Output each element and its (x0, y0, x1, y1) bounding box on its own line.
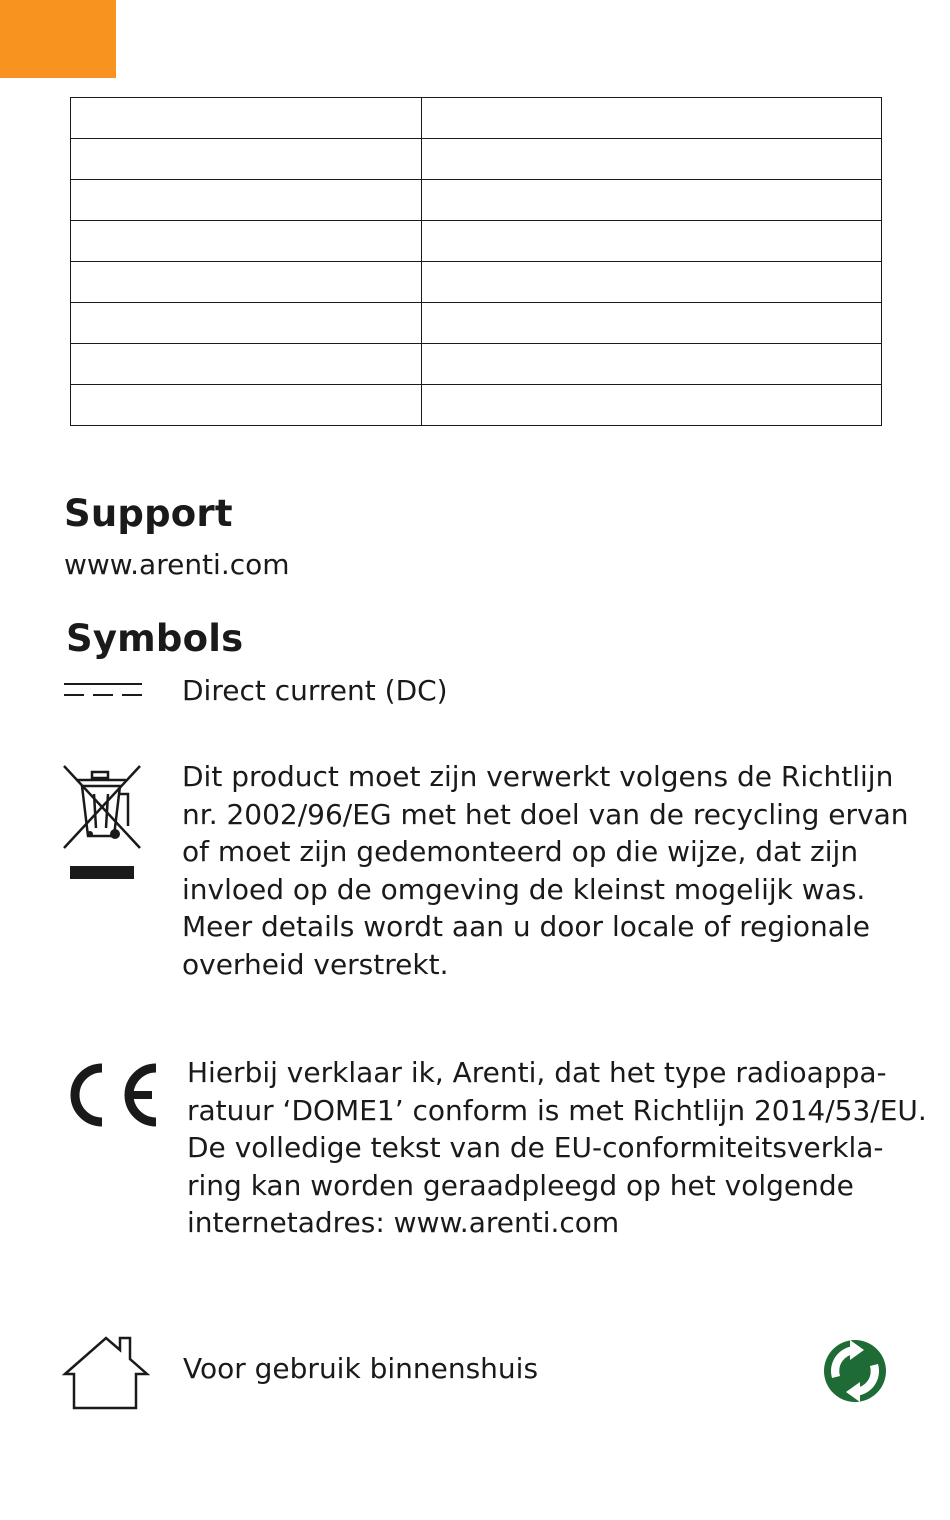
table-cell-label (71, 262, 422, 303)
crossed-bin-icon (62, 764, 144, 882)
ce-declaration: Hierbij verklaar ik, Arenti, dat het type radioappa-ratuur ‘DOME1’ conform is met Richtlijn 2014/53/EU. (187, 1056, 927, 1127)
table-cell-label (71, 344, 422, 385)
table-cell-label (71, 303, 422, 344)
support-heading: Support (64, 492, 233, 535)
table-cell-value (422, 262, 882, 303)
green-dot-icon (820, 1336, 890, 1406)
table-cell-value (422, 303, 882, 344)
table-cell-label (71, 98, 422, 139)
table-cell-label (71, 221, 422, 262)
house-icon (62, 1334, 150, 1412)
support-url: www.arenti.com (64, 548, 290, 581)
dc-description: Direct current (DC) (182, 674, 448, 707)
table-cell-value (422, 344, 882, 385)
weee-paragraph: Dit product moet zijn verwerkt volgens de Richtlijn nr. 2002/96/EG met het doel van de recycling ervan of moet zijn gedemonteerd op die wijze, dat zijn invloed op de omgeving de kleinst mogelijk was. Meer details wordt aan u door locale of regionale overheid verstrekt. (182, 760, 909, 981)
symbols-heading: Symbols (66, 617, 244, 660)
ce-description (187, 1054, 927, 1242)
indoor-use-description: Voor gebruik binnenshuis (183, 1352, 539, 1385)
table-row (71, 221, 882, 262)
table-row (71, 98, 882, 139)
table-cell-value (422, 221, 882, 262)
table-cell-label (71, 180, 422, 221)
table-cell-value (422, 180, 882, 221)
ce-full-text-notice: De volledige tekst van de EU-conformiteitsverkla-ring kan worden geraadpleegd op het volgende internetadres: www.arenti.com (187, 1131, 884, 1239)
table-row (71, 303, 882, 344)
dc-symbol-icon (64, 681, 142, 699)
weee-description (182, 758, 922, 983)
table-cell-value (422, 98, 882, 139)
table-row (71, 344, 882, 385)
table-cell-value (422, 385, 882, 426)
corner-tab (0, 0, 116, 78)
table-row (71, 180, 882, 221)
table-row (71, 139, 882, 180)
table-cell-label (71, 139, 422, 180)
ce-mark-icon (62, 1060, 160, 1130)
table-cell-label (71, 385, 422, 426)
table-row (71, 385, 882, 426)
table-cell-value (422, 139, 882, 180)
spec-table (70, 97, 882, 426)
table-row (71, 262, 882, 303)
